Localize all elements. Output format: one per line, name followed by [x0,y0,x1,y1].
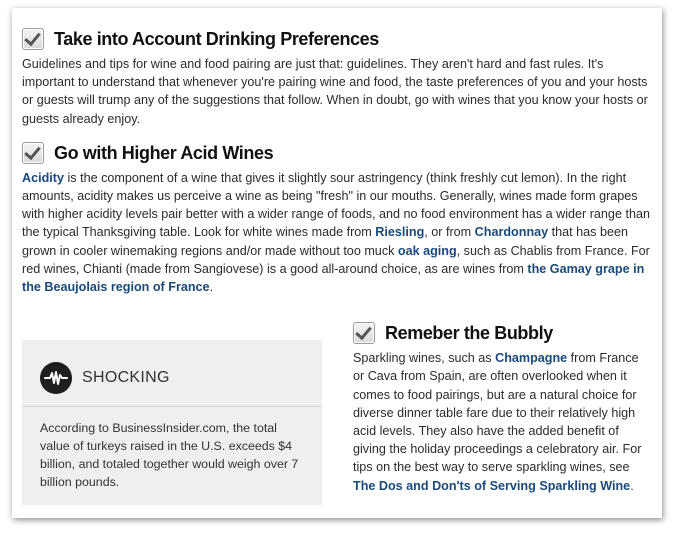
link-champagne[interactable]: Champagne [495,351,568,366]
link-oak-aging[interactable]: oak aging [397,243,457,258]
link-dos-and-donts[interactable]: The Dos and Don'ts of Serving Sparkling Wine [353,478,631,493]
section-heading [353,320,653,346]
pulse-icon [40,362,72,394]
section-body [353,349,653,495]
body-text: from France or Cava from Spain, are often overlooked when it comes to food pairings, but are a natural choice for diverse dinner table fare due to their relatively high acid levels. They also have the added benefit of giving the holiday proceedings a celebratory air. For tips on the best way to serve sparkling wines, see [353,351,642,475]
section-drinking-preferences [22,26,650,128]
body-text: that has been grown in cooler winemaking regions and/or made without too muck [22,225,628,258]
body-text: , or from [424,225,475,240]
callout-box [22,340,322,505]
body-text: is the component of a wine that gives it slightly sour astringency (think freshly cut lemon). In the right amounts, acidity makes us perceive a wine as being "fresh" in our mouths. Generally, wines made form grapes with higher acidity levels pair better with a wider range of foods, and no food environment has a wider range than the typical Thanksgiving table. Look for white wines made from [22,170,650,240]
section-heading [22,140,650,166]
section-bubbly [353,320,653,495]
bottom-row [22,320,650,530]
heading-text: Take into Account Drinking Preferences [54,28,379,49]
checkbox-icon [22,142,44,164]
section-body [22,169,650,296]
article-content [22,26,650,530]
heading-text: Remeber the Bubbly [385,323,553,344]
checkbox-icon [353,322,375,344]
link-acidity[interactable]: Acidity [22,170,64,185]
section-higher-acid [22,140,650,296]
body-text: Sparkling wines, such as [353,351,496,366]
body-text: . [209,280,214,295]
link-gamay[interactable]: the Gamay grape in the Beaujolais region of France [22,261,645,295]
body-text: , such as Chablis from France. For red wines, Chianti (made from Sangiovese) is a good all-around choice, as are wines from [22,243,650,276]
checkbox-icon [22,28,44,50]
link-chardonnay[interactable]: Chardonnay [474,225,549,240]
section-body: Guidelines and tips for wine and food pairing are just that: guidelines. They aren't hard and fast rules. It's important to understand that whenever you're pairing wine and food, the taste preferences of you and your hosts or guests will trump any of the suggestions that follow. When in doubt, go with wines that you know your hosts or guests already enjoy. [22,57,648,126]
callout-title: SHOCKING [82,369,170,387]
link-riesling[interactable]: Riesling [375,225,425,240]
heading-text: Go with Higher Acid Wines [54,142,274,163]
section-heading [22,26,650,52]
body-text: . [630,478,634,493]
callout-body: According to BusinessInsider.com, the total value of turkeys raised in the U.S. exceeds $4 billion, and totaled together would weigh over 7 billion pounds. [40,421,299,490]
callout-header [22,340,322,396]
